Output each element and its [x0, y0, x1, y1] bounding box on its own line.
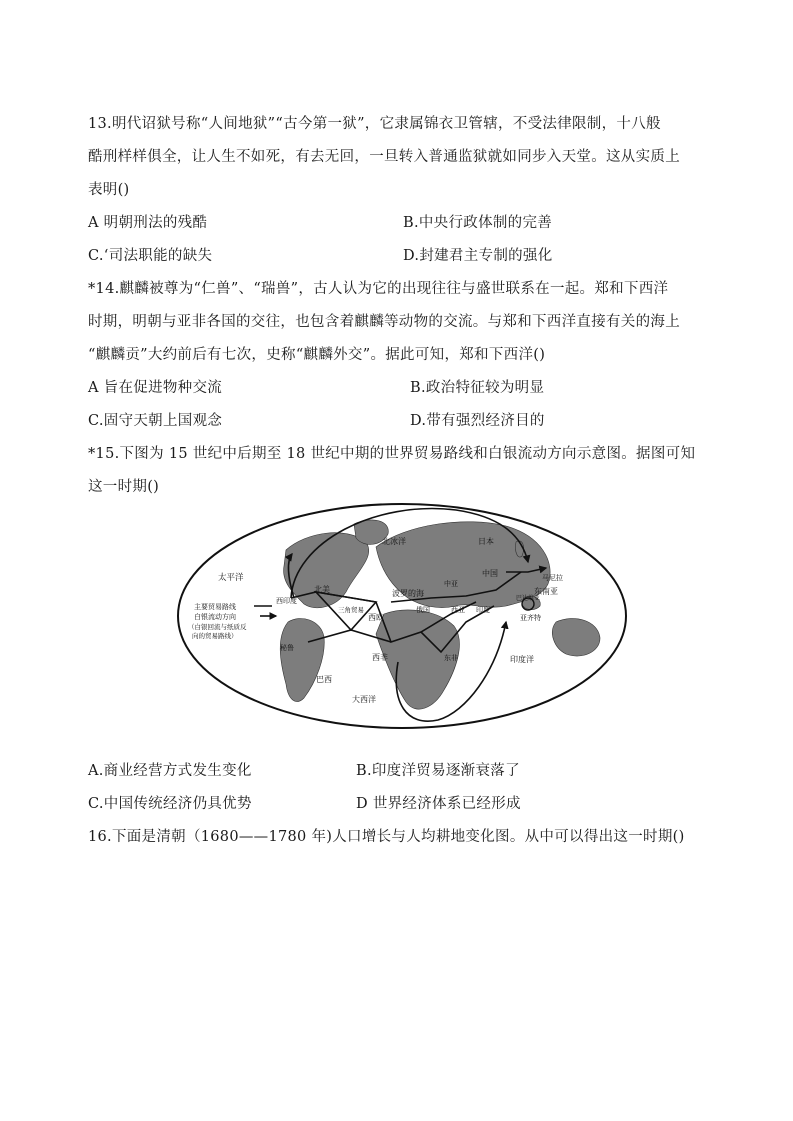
label-west-africa: 西非: [372, 653, 388, 662]
label-arctic: 北冰洋: [382, 537, 406, 546]
q15-option-c: C.中国传统经济仍具优势: [88, 796, 252, 812]
label-russia: 俄国: [416, 606, 430, 614]
q14-stem-line-1: *14.麒麟被尊为“仁兽”、“瑞兽”，古人认为它的出现往往与盛世联系在一起。郑和下西洋: [88, 281, 669, 297]
q13-stem-line-3: 表明(): [88, 182, 130, 198]
label-peru: 秘鲁: [280, 644, 294, 652]
label-baltic: 波罗的海: [392, 589, 424, 598]
label-japan: 日本: [478, 537, 494, 546]
label-central-asia: 中亚: [444, 580, 458, 588]
legend-note-line-2: 向的贸易路线）: [192, 632, 238, 640]
legend-note-line-1: （白银回流与纸质反: [188, 623, 247, 631]
label-manila: 马尼拉: [542, 574, 563, 582]
q13-stem-line-1: 13.明代诏狱号称“人间地狱”“古今第一狱”，它隶属锦衣卫管辖，不受法律限制，十八般: [88, 116, 661, 132]
q14-option-d: D.带有强烈经济目的: [410, 413, 545, 429]
label-atlantic: 大西洋: [352, 695, 376, 704]
label-east-africa: 东非: [444, 654, 458, 662]
q13-option-b: B.中央行政体制的完善: [403, 215, 553, 231]
q14-option-c: C.固守天朝上国观念: [88, 413, 223, 429]
q14-option-b: B.政治特征较为明显: [410, 380, 545, 396]
label-pacific: 太平洋: [218, 573, 244, 583]
label-aceh: 亚齐特: [520, 614, 541, 622]
label-batavia: 巴达维亚: [516, 595, 541, 602]
label-indian-ocean: 印度洋: [510, 655, 534, 664]
q15-option-b: B.印度洋贸易逐渐衰落了: [356, 763, 520, 779]
q14-stem-line-3: “麒麟贡”大约前后有七次，史称“麒麟外交”。据此可知，郑和下西洋(): [88, 347, 546, 363]
legend-route-label: 主要贸易路线: [194, 603, 236, 611]
q14-stem-line-2: 时期，明朝与亚非各国的交往，也包含着麒麟等动物的交流。与郑和下西洋直接有关的海上: [88, 314, 680, 330]
label-southeast-asia: 东南亚: [534, 587, 558, 596]
label-north-america: 北美: [314, 585, 330, 594]
label-china: 中国: [482, 569, 498, 578]
label-west-indies: 西印度: [276, 597, 297, 605]
q14-option-a: A 旨在促进物种交流: [88, 380, 223, 396]
q13-option-c: C.‘司法职能的缺失: [88, 248, 213, 264]
label-west-europe: 西欧: [368, 613, 384, 622]
world-trade-map: [176, 502, 628, 730]
q15-stem-line-2: 这一时期(): [88, 479, 160, 495]
q15-option-d: D 世界经济体系已经形成: [356, 796, 521, 812]
q13-option-d: D.封建君主专制的强化: [403, 248, 553, 264]
q15-option-a: A.商业经营方式发生变化: [88, 763, 252, 779]
legend-silver-label: 白银流动方向: [194, 613, 236, 621]
label-west-asia: 西亚: [451, 606, 465, 614]
q13-stem-line-2: 酷刑样样俱全，让人生不如死，有去无回，一旦转入普通监狱就如同步入天堂。这从实质上: [88, 149, 680, 165]
label-triangle-trade: 三角贸易: [338, 606, 364, 614]
q15-stem-line-1: *15.下图为 15 世纪中后期至 18 世纪中期的世界贸易路线和白银流动方向示意图。据图可知: [88, 446, 696, 462]
q13-option-a: A 明朝刑法的残酷: [88, 215, 208, 231]
label-brazil: 巴西: [316, 675, 332, 684]
label-india: 印度: [476, 606, 490, 614]
q16-stem-line-1: 16.下面是清朝（1680——1780 年)人口增长与人均耕地变化图。从中可以得出这一时期(): [88, 829, 685, 845]
